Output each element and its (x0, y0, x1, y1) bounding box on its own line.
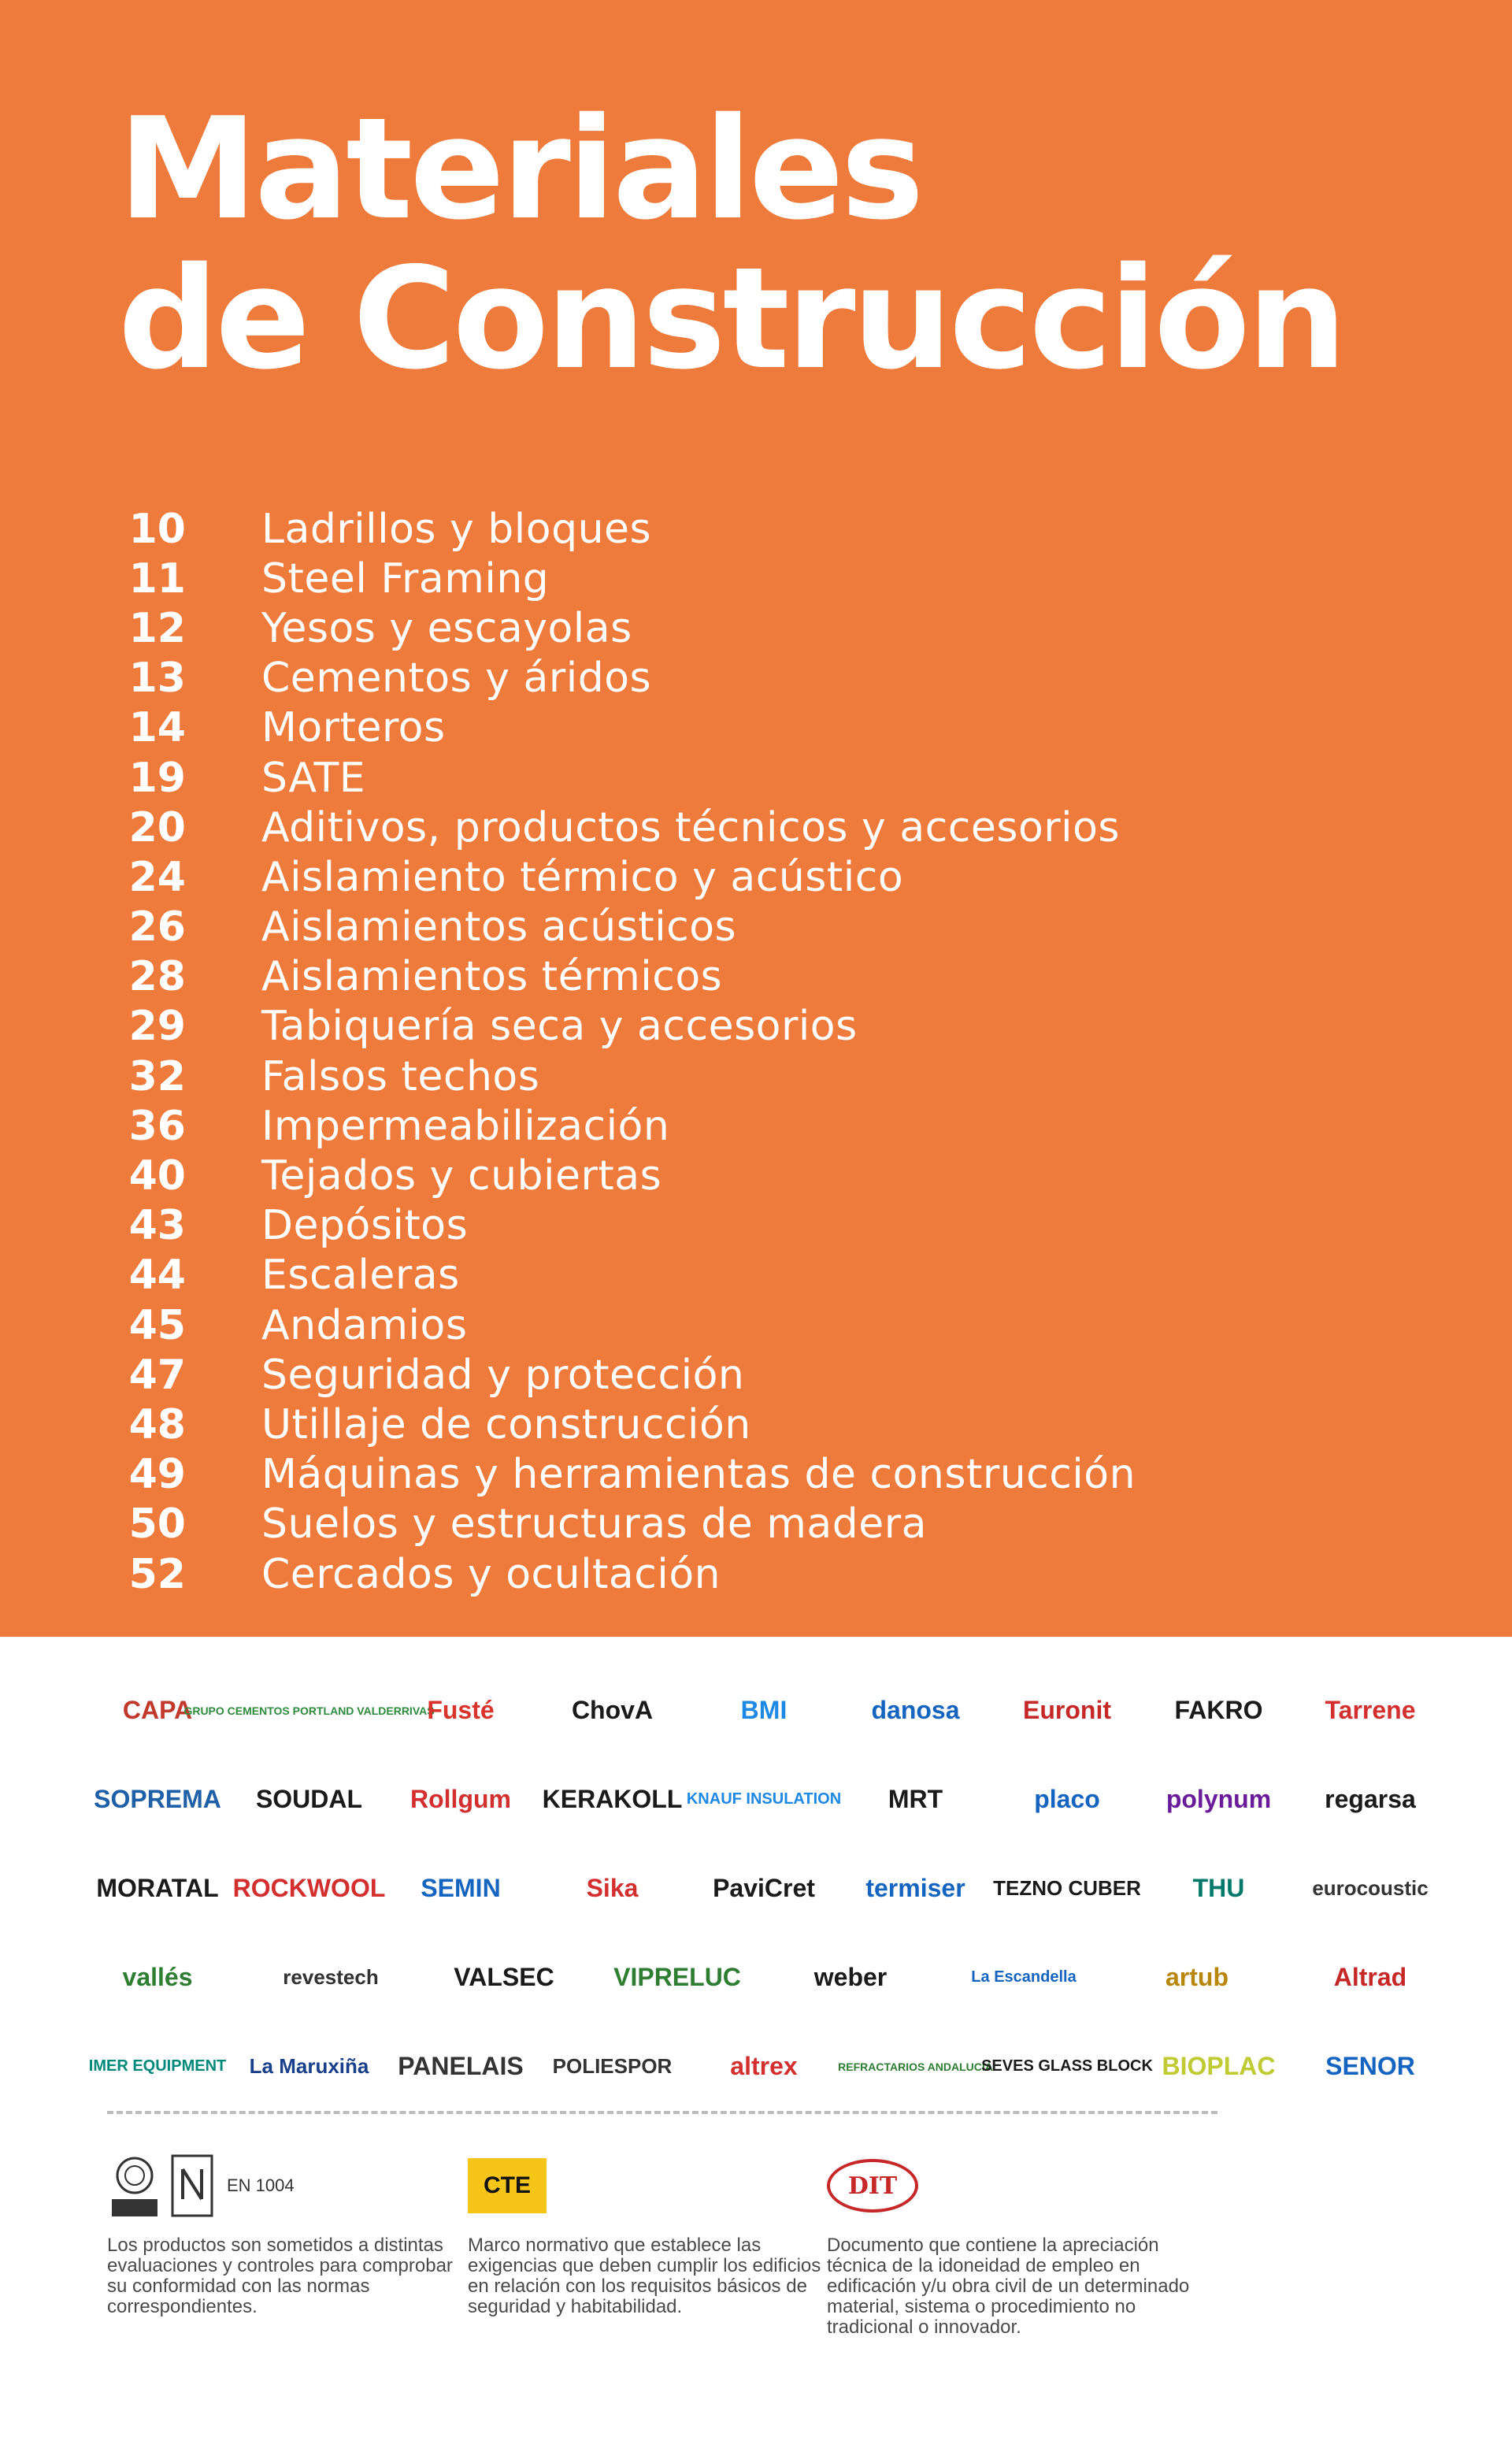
brand-logo: Altrad (1333, 1963, 1407, 1991)
brand-logo: SOUDAL (255, 1785, 363, 1813)
toc-page-number: 40 (128, 1152, 186, 1200)
toc-section-label: Ladrillos y bloques (261, 505, 652, 553)
toc-page-number: 20 (128, 803, 186, 851)
brand-row-5 (88, 2022, 1433, 2111)
toc-page-number: 43 (128, 1202, 186, 1250)
toc-section-label: Escaleras (261, 1252, 460, 1300)
cert-quality-text: Los productos son sometidos a distintas evaluaciones y controles para comprobar su conformidad con las normas correspondientes. (107, 2235, 453, 2317)
brand-logo: CAPA (122, 1696, 193, 1724)
toc-section-label: Depósitos (261, 1202, 469, 1250)
brand-row-1 (94, 1666, 1433, 1755)
en-1004-label: EN 1004 (227, 2175, 295, 2195)
brand-logo: FAKRO (1174, 1696, 1263, 1724)
brand-logo: danosa (871, 1696, 960, 1724)
brand-logo: ChovA (571, 1696, 654, 1724)
toc-page-number: 14 (128, 704, 186, 752)
title-line-1: Materiales (118, 87, 921, 250)
toc-section-label: Aislamiento térmico y acústico (261, 853, 904, 901)
toc-item (118, 1251, 1418, 1300)
toc-item (118, 654, 1418, 703)
brand-logos (88, 1666, 1433, 2111)
brand-logo: SEVES GLASS BLOCK (981, 2057, 1153, 2075)
brand-logo: La Escandella (971, 1968, 1077, 1986)
brand-logo: La Maruxiña (249, 2054, 369, 2078)
brand-logo: KNAUF INSULATION (686, 1790, 842, 1808)
brand-logo: placo (1034, 1785, 1100, 1813)
brand-row-3 (94, 1844, 1433, 1933)
toc-section-label: Máquinas y herramientas de construcción (261, 1451, 1136, 1499)
cert-dit (827, 2150, 1197, 2338)
toc-item (118, 1151, 1418, 1200)
brand-logo: MRT (888, 1785, 943, 1813)
toc-page-number: 48 (128, 1400, 186, 1448)
cert-cte (468, 2150, 838, 2317)
toc-page-number: 13 (128, 655, 186, 703)
toc-page-number: 44 (128, 1252, 186, 1300)
brand-logo: PANELAIS (398, 2052, 524, 2080)
brand-logo: SENOR (1325, 2052, 1415, 2080)
toc-page-number: 49 (128, 1451, 186, 1499)
page-title (118, 87, 1344, 400)
brand-logo: SOPREMA (94, 1785, 221, 1813)
toc-section-label: Yesos y escayolas (261, 604, 632, 652)
toc-page-number: 19 (128, 754, 186, 802)
brand-logo: altrex (730, 2052, 798, 2080)
toc-item (118, 554, 1418, 603)
bureau-veritas-icon (107, 2153, 162, 2218)
toc-item (118, 1400, 1418, 1449)
brand-logo: THU (1192, 1874, 1245, 1902)
toc-section-label: Steel Framing (261, 555, 550, 603)
brand-logo: BMI (740, 1696, 788, 1724)
toc-item (118, 1002, 1418, 1052)
brand-logo: BIOPLAC (1162, 2052, 1276, 2080)
title-line-2: de Construcción (118, 237, 1344, 400)
brand-row-4 (94, 1933, 1433, 2022)
toc-item (118, 803, 1418, 852)
toc-section-label: Tabiquería seca y accesorios (261, 1003, 858, 1051)
brand-logo: Tarrene (1325, 1696, 1416, 1724)
toc-section-label: Seguridad y protección (261, 1351, 745, 1399)
toc-section-label: Impermeabilización (261, 1102, 670, 1150)
brand-logo: artub (1166, 1963, 1228, 1991)
toc-section-label: Morteros (261, 704, 446, 752)
toc-page-number: 29 (128, 1003, 186, 1051)
brand-logo: POLIESPOR (552, 2054, 673, 2078)
toc-page-number: 32 (128, 1052, 186, 1100)
table-of-contents (118, 504, 1418, 1599)
cert-quality (107, 2150, 477, 2317)
brand-logo: Sika (586, 1874, 639, 1902)
brand-logo: Fusté (427, 1696, 495, 1724)
toc-section-label: Andamios (261, 1301, 468, 1349)
toc-item (118, 703, 1418, 753)
toc-page-number: 45 (128, 1301, 186, 1349)
brand-logo: SEMIN (421, 1874, 501, 1902)
toc-section-label: Utillaje de construcción (261, 1400, 751, 1448)
toc-section-label: Aislamientos acústicos (261, 903, 737, 951)
toc-section-label: SATE (261, 754, 366, 802)
toc-page-number: 50 (128, 1500, 186, 1549)
brand-logo: IMER EQUIPMENT (88, 2057, 227, 2075)
brand-logo: weber (813, 1963, 888, 1991)
toc-item (118, 504, 1418, 554)
toc-item (118, 852, 1418, 902)
toc-item (118, 1101, 1418, 1151)
toc-section-label: Suelos y estructuras de madera (261, 1500, 928, 1549)
brand-logo: vallés (122, 1963, 193, 1991)
toc-item (118, 1549, 1418, 1599)
brand-logo: REFRACTARIOS ANDALUCÍA (838, 2060, 993, 2073)
toc-item (118, 1300, 1418, 1350)
toc-item (118, 1350, 1418, 1400)
cert-dit-text: Documento que contiene la apreciación técnica de la idoneidad de empleo en edificación y/u obra civil de un determinado material, sistema o procedimiento no tradicional o innovador. (827, 2235, 1190, 2338)
brand-logo: PaviCret (713, 1874, 815, 1902)
toc-page-number: 28 (128, 953, 186, 1001)
brand-logo: ROCKWOOL (232, 1874, 386, 1902)
brand-logo: KERAKOLL (542, 1785, 683, 1813)
toc-section-label: Cercados y ocultación (261, 1550, 721, 1598)
brand-logo: MORATAL (96, 1874, 219, 1902)
brand-row-2 (94, 1755, 1433, 1844)
brand-logo: Euronit (1023, 1696, 1111, 1724)
brand-logo: eurocoustic (1312, 1876, 1429, 1900)
brand-logo: termiser (865, 1874, 965, 1902)
toc-section-label: Aislamientos térmicos (261, 953, 723, 1001)
toc-item (118, 952, 1418, 1002)
toc-item (118, 903, 1418, 952)
brand-logo: revestech (283, 1965, 379, 1989)
toc-item (118, 603, 1418, 653)
dit-badge: DIT (827, 2159, 918, 2213)
toc-section-label: Tejados y cubiertas (261, 1152, 662, 1200)
brand-logo: regarsa (1325, 1785, 1416, 1813)
toc-page-number: 26 (128, 903, 186, 951)
toc-item (118, 1500, 1418, 1549)
brand-logo: TEZNO CUBER (993, 1876, 1141, 1900)
cert-cte-text: Marco normativo que establece las exigencias que deben cumplir los edificios en relación con los requisitos básicos de seguridad y habitabilidad. (468, 2235, 821, 2317)
dashed-divider (107, 2111, 1217, 2114)
toc-page-number: 36 (128, 1102, 186, 1150)
toc-item (118, 1052, 1418, 1101)
toc-section-label: Aditivos, productos técnicos y accesorios (261, 803, 1121, 851)
brand-logo: Rollgum (410, 1785, 511, 1813)
brand-logo: polynum (1166, 1785, 1272, 1813)
toc-page-number: 10 (128, 505, 186, 553)
toc-page-number: 47 (128, 1351, 186, 1399)
brand-logo: VIPRELUC (613, 1963, 741, 1991)
brand-logo: VALSEC (454, 1963, 554, 1991)
aenor-icon (170, 2153, 214, 2218)
brand-logo: GRUPO CEMENTOS PORTLAND VALDERRIVAS (183, 1704, 435, 1717)
toc-section-label: Cementos y áridos (261, 655, 652, 703)
cte-badge: CTE (468, 2158, 547, 2213)
toc-item (118, 1450, 1418, 1500)
toc-page-number: 11 (128, 555, 186, 603)
toc-page-number: 24 (128, 853, 186, 901)
toc-page-number: 52 (128, 1550, 186, 1598)
toc-item (118, 753, 1418, 803)
toc-item (118, 1201, 1418, 1251)
toc-page-number: 12 (128, 604, 186, 652)
toc-section-label: Falsos techos (261, 1052, 540, 1100)
